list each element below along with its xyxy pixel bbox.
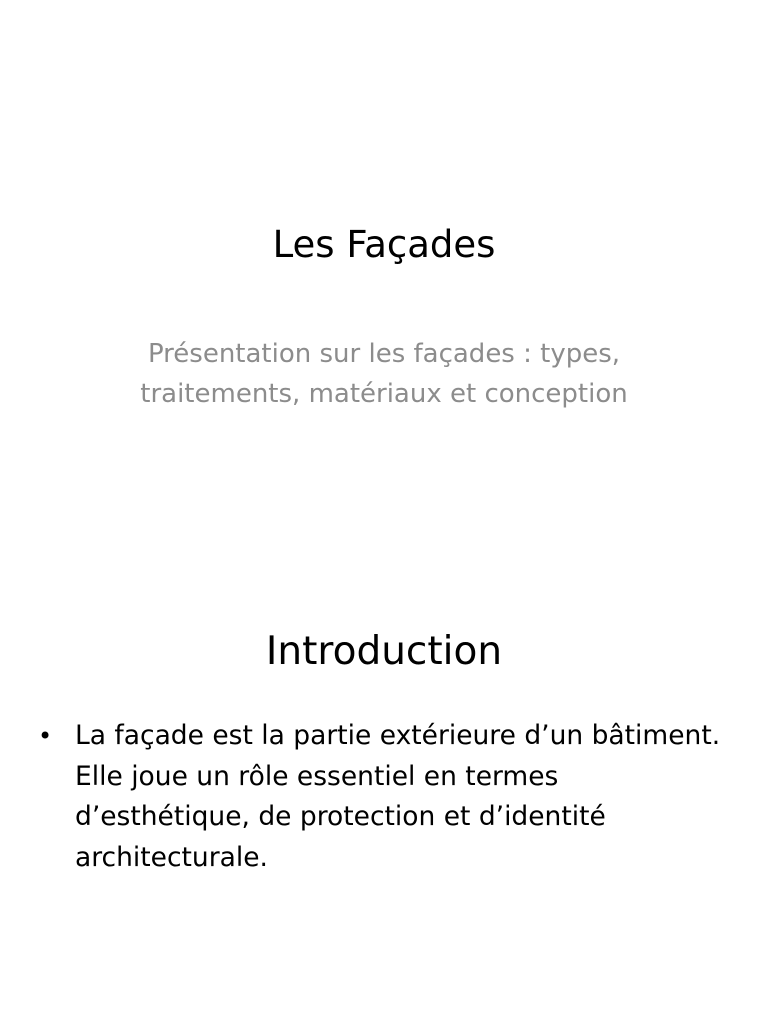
slide-subtitle: Présentation sur les façades : types, traitements, matériaux et conception: [140, 339, 628, 409]
introduction-slide: [0, 512, 768, 1024]
list-item: [38, 716, 738, 878]
bullet-dot-icon: •: [38, 722, 53, 750]
slide-title: Introduction: [265, 629, 503, 674]
bullet-list: [38, 716, 738, 878]
slide-title: Les Façades: [272, 223, 496, 266]
bullet-text: La façade est la partie extérieure d’un bâtiment. Elle joue un rôle essentiel en termes d’esthétique, de protection et d’identité architecturale.: [75, 720, 721, 873]
